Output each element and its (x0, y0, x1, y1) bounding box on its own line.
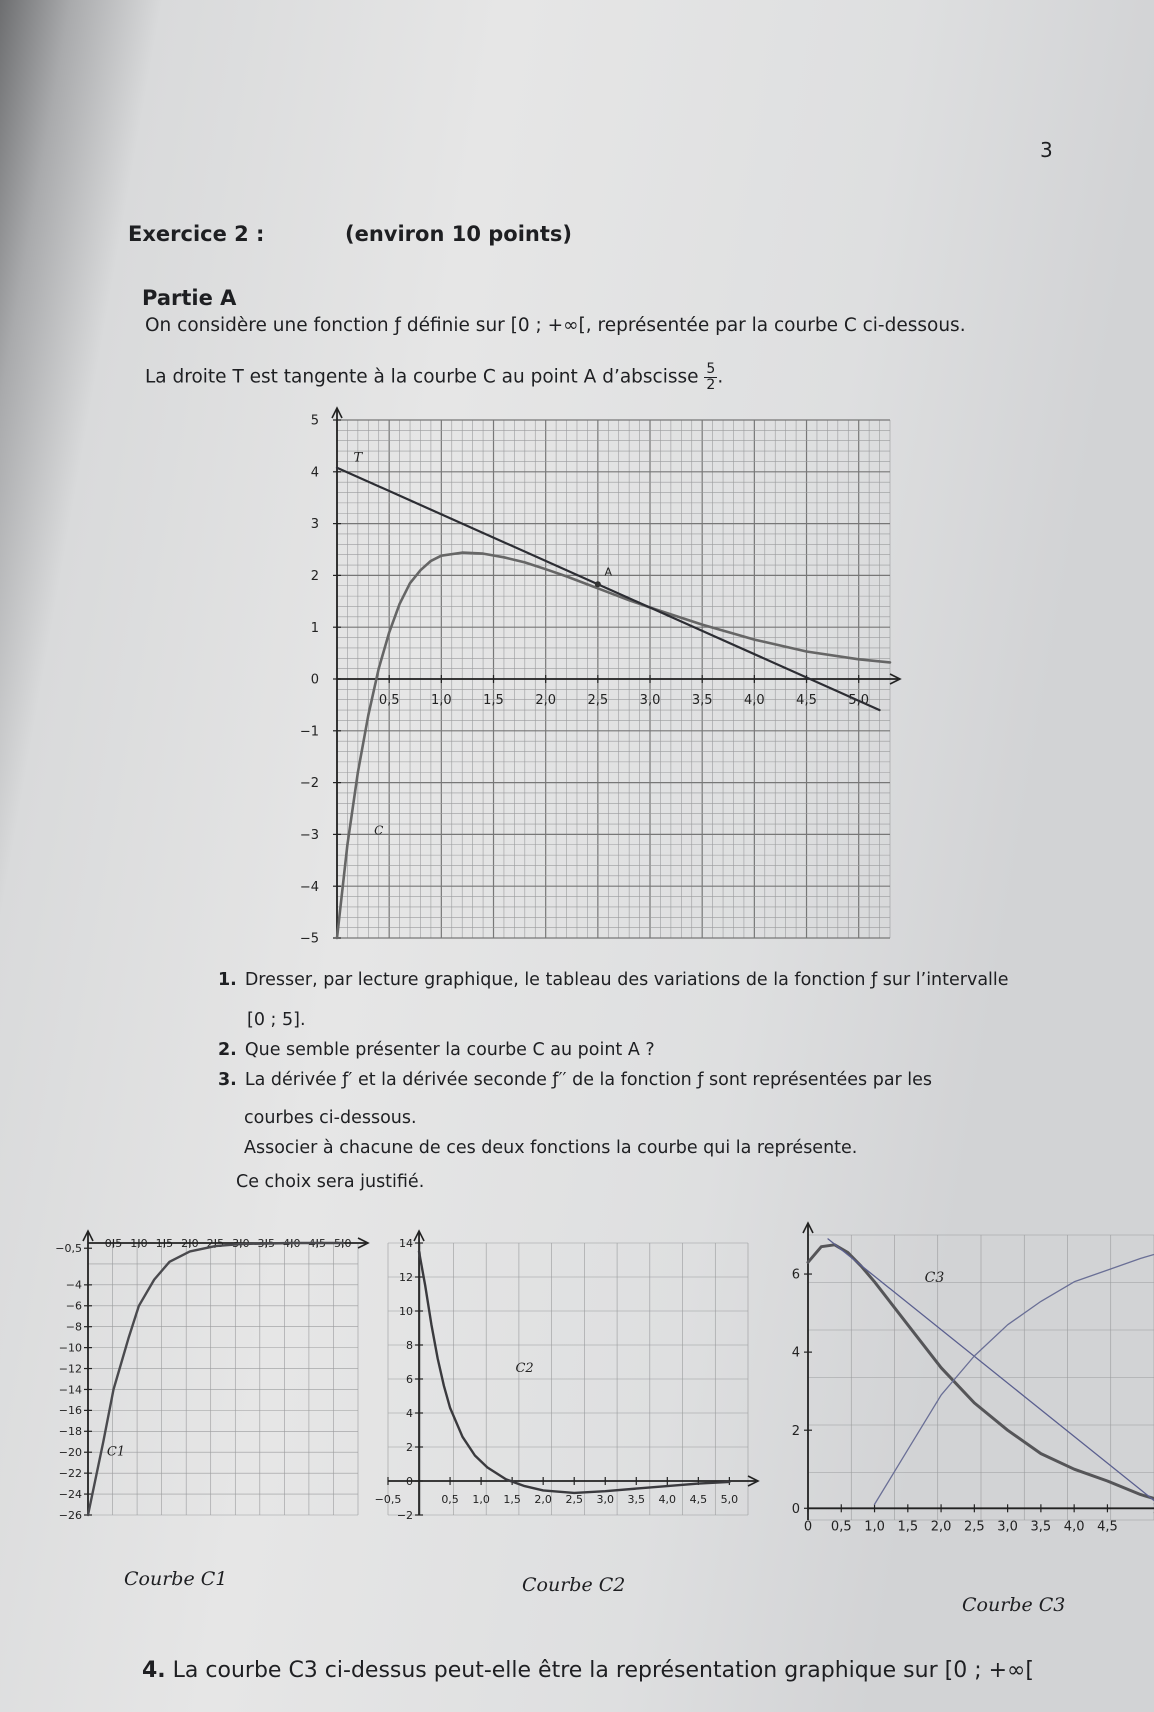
c2-x-tick-label: 5,0 (720, 1493, 739, 1506)
c2-y-tick-label: 4 (406, 1406, 414, 1420)
main-x-tick-label: 4,0 (744, 693, 765, 708)
question-3-text-b: courbes ci-dessous. (244, 1108, 417, 1128)
question-1-text-a: Dresser, par lecture graphique, le tableau des variations de la fonction ƒ sur l’intervalle (244, 970, 1009, 990)
main-x-tick-label: 0,5 (378, 693, 400, 708)
c2-y-tick-label: 12 (399, 1270, 414, 1284)
question-2-text: Que semble présenter la courbe C au point A ? (244, 1040, 655, 1060)
part-title: Partie A (142, 286, 237, 310)
chart-c1 (18, 1215, 378, 1555)
question-3-line-a (218, 1070, 932, 1090)
c1-y-tick-label: −26 (58, 1508, 82, 1522)
main-x-tick-label: 1,5 (483, 693, 504, 708)
c1-x-tick-label: 0,5 (104, 1237, 123, 1250)
main-y-tick-label: 4 (310, 465, 319, 481)
point-a-marker (595, 581, 601, 587)
c1-y-tick-label: −18 (58, 1425, 82, 1439)
c2-y-tick-label: 6 (406, 1372, 414, 1386)
main-x-tick-label: 3,5 (691, 693, 713, 708)
c2-y-tick-label: −2 (396, 1508, 414, 1522)
c1-x-tick-label: 5,0 (333, 1237, 352, 1250)
exercise-points: (environ 10 points) (345, 222, 573, 246)
point-a-label: A (604, 565, 613, 579)
fraction-numerator: 5 (706, 361, 716, 377)
c3-y-tick-label: 4 (791, 1345, 800, 1361)
question-1-number: 1. (218, 970, 237, 990)
c2-y-tick-label: 10 (399, 1304, 414, 1318)
c2-y-tick-label: 8 (406, 1338, 414, 1352)
c1-y-tick-label: −14 (58, 1383, 82, 1397)
main-y-tick-label: 1 (310, 620, 319, 636)
c1-y-tick-label: −0,5 (55, 1242, 82, 1256)
intro-line-1: On considère une fonction ƒ définie sur [0 ; +∞[, représentée par la courbe C ci-dessous. (145, 315, 966, 336)
c1-y-tick-label: −16 (58, 1404, 82, 1418)
main-x-tick-label: 3,0 (639, 693, 661, 708)
question-3-text-a: La dérivée ƒ′ et la dérivée seconde ƒ′′ de la fonction ƒ sont représentées par les (244, 1070, 933, 1090)
c3-y-tick-label: 2 (791, 1423, 800, 1439)
c1-x-tick-label: 2,0 (181, 1237, 199, 1250)
c1-x-tick-label: 4,5 (308, 1237, 326, 1250)
caption-c3: Courbe C3 (962, 1594, 1066, 1616)
main-x-tick-label: 4,5 (796, 693, 817, 708)
c1-y-tick-label: −22 (58, 1467, 82, 1481)
c3-x-tick-label: 4,5 (1097, 1519, 1118, 1535)
c2-y-tick-label: 0 (406, 1474, 414, 1488)
main-y-tick-label: −3 (299, 827, 319, 843)
chart-c3 (768, 1215, 1154, 1580)
c1-series-c1 (88, 1243, 343, 1515)
c3-y-tick-label: 0 (791, 1501, 800, 1517)
fraction-denominator: 2 (706, 377, 716, 393)
c2-y-tick-label: 14 (399, 1236, 414, 1250)
c3-x-tick-label: 3,0 (997, 1519, 1018, 1535)
c3-x-tick-label: 1,5 (897, 1519, 919, 1535)
question-3-text-c: Associer à chacune de ces deux fonctions la courbe qui la représente. (244, 1138, 858, 1158)
main-x-tick-label: 5,0 (848, 693, 870, 708)
main-y-tick-label: −2 (299, 776, 319, 792)
main-y-tick-label: 5 (310, 413, 319, 429)
main-y-tick-label: 2 (310, 568, 319, 584)
c2-y-tick-label: 2 (406, 1440, 414, 1454)
c1-x-tick-label: 2,5 (206, 1237, 225, 1250)
curve-c3-label: C3 (924, 1269, 945, 1286)
c3-x-tick-label: 2,5 (964, 1519, 985, 1535)
c2-x-tick-label: 1,5 (503, 1493, 521, 1506)
c3-x-tick-label: 4,0 (1063, 1519, 1085, 1535)
c3-x-tick-label: 1,0 (864, 1519, 885, 1535)
c2-x-tick-label: 0,5 (441, 1493, 459, 1506)
c1-x-tick-label: 3,0 (232, 1237, 250, 1250)
c1-y-tick-label: −10 (58, 1341, 82, 1355)
c2-x-tick-label: 1,0 (472, 1493, 490, 1506)
c3-x-tick-label: 2,0 (930, 1519, 952, 1535)
caption-c1: Courbe C1 (124, 1568, 228, 1590)
c2-x-tick-label: 4,5 (689, 1493, 708, 1506)
c3-x-tick-label: 0,5 (830, 1519, 852, 1535)
question-4 (142, 1658, 1034, 1683)
main-y-tick-label: 3 (310, 517, 319, 533)
intro-line-2-text: La droite T est tangente à la courbe C au point A d’abscisse (145, 366, 699, 388)
main-y-tick-label: −4 (299, 879, 319, 895)
exercise-title: Exercice 2 : (128, 222, 265, 246)
c1-x-tick-label: 1,5 (155, 1237, 174, 1250)
curve-c-label: C (374, 823, 384, 838)
question-3-text-d: Ce choix sera justifié. (236, 1172, 425, 1192)
c2-x-tick-label: 3,0 (596, 1493, 614, 1506)
c1-x-tick-label: 1,0 (130, 1237, 148, 1250)
c1-y-tick-label: −12 (58, 1362, 82, 1376)
main-x-tick-label: 2,0 (535, 693, 557, 708)
question-1-text-b: [0 ; 5]. (247, 1010, 306, 1030)
main-chart (290, 398, 910, 958)
question-4-text: La courbe C3 ci-dessus peut-elle être la représentation graphique sur [0 ; +∞[ (172, 1658, 1034, 1683)
question-1-line-a (218, 970, 1009, 990)
c3-y-tick-label: 6 (791, 1267, 800, 1283)
c1-y-tick-label: −24 (58, 1487, 82, 1501)
c2-x-tick-label: 4,0 (658, 1493, 677, 1506)
fraction-five-halves (704, 362, 717, 393)
main-y-tick-label: −1 (299, 724, 319, 740)
main-x-tick-label: 2,5 (587, 693, 609, 708)
c1-x-tick-label: 4,0 (283, 1237, 301, 1250)
c3-x-tick-label: 3,5 (1030, 1519, 1052, 1535)
c2-x-tick-label: 2,0 (534, 1493, 552, 1506)
c1-y-tick-label: −4 (65, 1278, 82, 1292)
question-2-number: 2. (218, 1040, 237, 1060)
c1-y-tick-label: −8 (65, 1320, 82, 1334)
main-y-tick-label: −5 (299, 931, 319, 947)
c1-x-tick-label: 3,5 (257, 1237, 276, 1250)
question-3-number: 3. (218, 1070, 237, 1090)
chart-c2 (368, 1215, 768, 1560)
intro-line-2 (145, 362, 723, 393)
c2-x-tick-label: 2,5 (565, 1493, 583, 1506)
intro-line-2-end: . (717, 366, 724, 388)
c3-x-tick-label: 0 (803, 1519, 813, 1535)
c1-y-tick-label: −6 (65, 1299, 82, 1313)
question-2 (218, 1040, 655, 1060)
c2-x-tick-label: −0,5 (374, 1493, 402, 1506)
question-4-number: 4. (142, 1658, 166, 1683)
c1-y-tick-label: −20 (58, 1446, 82, 1460)
main-y-tick-label: 0 (310, 672, 319, 688)
main-x-tick-label: 1,0 (430, 693, 452, 708)
page-number: 3 (1040, 138, 1053, 162)
c3-series-line (828, 1239, 1154, 1501)
tangent-label: T (353, 450, 363, 466)
c2-x-tick-label: 3,5 (627, 1493, 646, 1506)
caption-c2: Courbe C2 (522, 1574, 626, 1596)
curve-c1-label: C1 (106, 1444, 126, 1460)
curve-c2-label: C2 (515, 1361, 534, 1377)
